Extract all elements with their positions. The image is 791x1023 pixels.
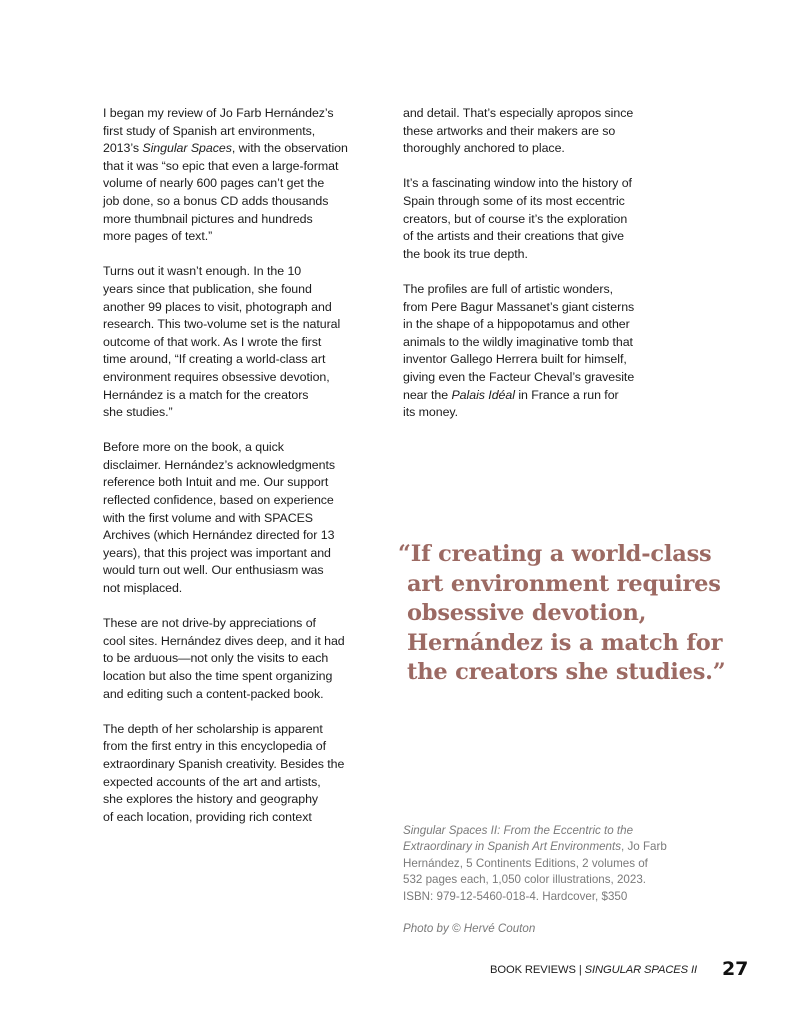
text-line: another 99 places to visit, photograph and — [103, 299, 332, 314]
text-line: The profiles are full of artistic wonders, — [403, 281, 614, 296]
paragraph — [103, 105, 385, 246]
text-line: volume of nearly 600 pages can’t get the — [103, 176, 325, 191]
text-line: years), that this project was important and — [103, 545, 331, 560]
text-line: inventor Gallego Herrera built for himself, — [403, 352, 627, 367]
text-line: in the shape of a hippopotamus and other — [403, 317, 630, 332]
text-line: 2013’s Singular Spaces, with the observation — [103, 141, 348, 156]
text-line: from the first entry in this encyclopedia of — [103, 739, 326, 754]
text-line: thoroughly anchored to place. — [403, 141, 565, 156]
text-line: art environment requires — [407, 570, 721, 597]
text-line: Spain through some of its most eccentric — [403, 193, 625, 208]
text-line: that it was “so epic that even a large-format — [103, 158, 339, 173]
paragraph — [103, 721, 385, 827]
text-line: It’s a fascinating window into the history of — [403, 176, 632, 191]
text-line: near the Palais Idéal in France a run for — [403, 387, 619, 402]
text-line: first study of Spanish art environments, — [103, 123, 316, 138]
text-line: 532 pages each, 1,050 color illustrations, 2023. — [403, 873, 646, 887]
footer-separator: | — [578, 964, 582, 976]
text-line: she explores the history and geography — [103, 792, 319, 807]
photo-credit: Photo by © Hervé Couton — [403, 922, 536, 936]
text-line: Hernández is a match for — [407, 629, 723, 656]
text-line: not misplaced. — [103, 581, 183, 596]
text-line: these artworks and their makers are so — [403, 123, 616, 138]
text-line: cool sites. Hernández dives deep, and it had — [103, 633, 345, 648]
text-line: Extraordinary in Spanish Art Environments, Jo Farb — [403, 840, 667, 854]
right-column — [403, 105, 703, 439]
text-line: Turns out it wasn’t enough. In the 10 — [103, 264, 302, 279]
paragraph — [103, 439, 385, 597]
book-details — [403, 823, 713, 905]
text-line: years since that publication, she found — [103, 281, 312, 296]
text-line: ISBN: 979-12-5460-018-4. Hardcover, $350 — [403, 889, 628, 903]
text-line: location but also the time spent organizing — [103, 669, 333, 683]
text-line: The depth of her scholarship is apparent — [103, 721, 323, 736]
text-line: reference both Intuit and me. Our support — [103, 475, 329, 490]
text-line: of each location, providing rich context — [103, 809, 312, 824]
text-line: would turn out well. Our enthusiasm was — [103, 563, 324, 578]
text-line: Before more on the book, a quick — [103, 440, 284, 455]
text-line: research. This two-volume set is the natural — [103, 317, 341, 332]
text-line: more thumbnail pictures and hundreds — [103, 211, 313, 226]
text-line: to be arduous—not only the visits to each — [103, 651, 329, 666]
paragraph — [103, 615, 385, 703]
text-line: Hernández, 5 Continents Editions, 2 volumes of — [403, 856, 648, 870]
footer-book-title: SINGULAR SPACES II — [584, 964, 698, 976]
text-line: the book its true depth. — [403, 246, 528, 261]
text-line: animals to the wildly imaginative tomb that — [403, 334, 633, 349]
page-footer — [490, 960, 750, 980]
text-line: These are not drive-by appreciations of — [103, 616, 316, 631]
page-number: 27 — [722, 958, 749, 980]
text-line: of the artists and their creations that give — [403, 229, 624, 244]
paragraph — [103, 263, 385, 421]
text-line: outcome of that work. As I wrote the first — [103, 334, 322, 349]
footer-section-label: BOOK REVIEWS — [490, 964, 576, 976]
paragraph — [403, 105, 703, 158]
text-line: its money. — [403, 405, 459, 420]
text-line: from Pere Bagur Massanet’s giant cisterns — [403, 299, 635, 314]
text-line: reflected confidence, based on experience — [103, 493, 334, 508]
text-line: and editing such a content-packed book. — [103, 686, 324, 701]
text-line: time around, “If creating a world-class art — [103, 352, 326, 367]
text-line: environment requires obsessive devotion, — [103, 369, 330, 384]
text-line: extraordinary Spanish creativity. Besides the — [103, 756, 345, 771]
text-line: I began my review of Jo Farb Hernández’s — [103, 106, 334, 120]
text-line: creators, but of course it’s the exploration — [403, 211, 628, 226]
pull-quote — [398, 540, 743, 688]
book-caption — [403, 823, 713, 937]
text-line: she studies.” — [103, 405, 173, 420]
text-line: Archives (which Hernández directed for 13 — [103, 528, 335, 543]
text-line: Singular Spaces II: From the Eccentric to the — [403, 824, 634, 837]
left-column — [103, 105, 385, 844]
text-line: and detail. That’s especially apropos since — [403, 106, 634, 120]
text-line: obsessive devotion, — [407, 600, 647, 627]
text-line: the creators she studies.” — [407, 659, 726, 686]
text-line: expected accounts of the art and artists, — [103, 774, 321, 789]
text-line: “If creating a world-class — [398, 541, 712, 567]
paragraph — [403, 281, 703, 422]
paragraph — [403, 175, 703, 263]
text-line: job done, so a bonus CD adds thousands — [103, 193, 329, 208]
text-line: Hernández is a match for the creators — [103, 387, 309, 402]
text-line: with the first volume and with SPACES — [103, 510, 314, 525]
text-line: disclaimer. Hernández’s acknowledgments — [103, 457, 335, 472]
text-line: more pages of text.” — [103, 229, 213, 244]
text-line: giving even the Facteur Cheval’s gravesite — [403, 369, 635, 384]
